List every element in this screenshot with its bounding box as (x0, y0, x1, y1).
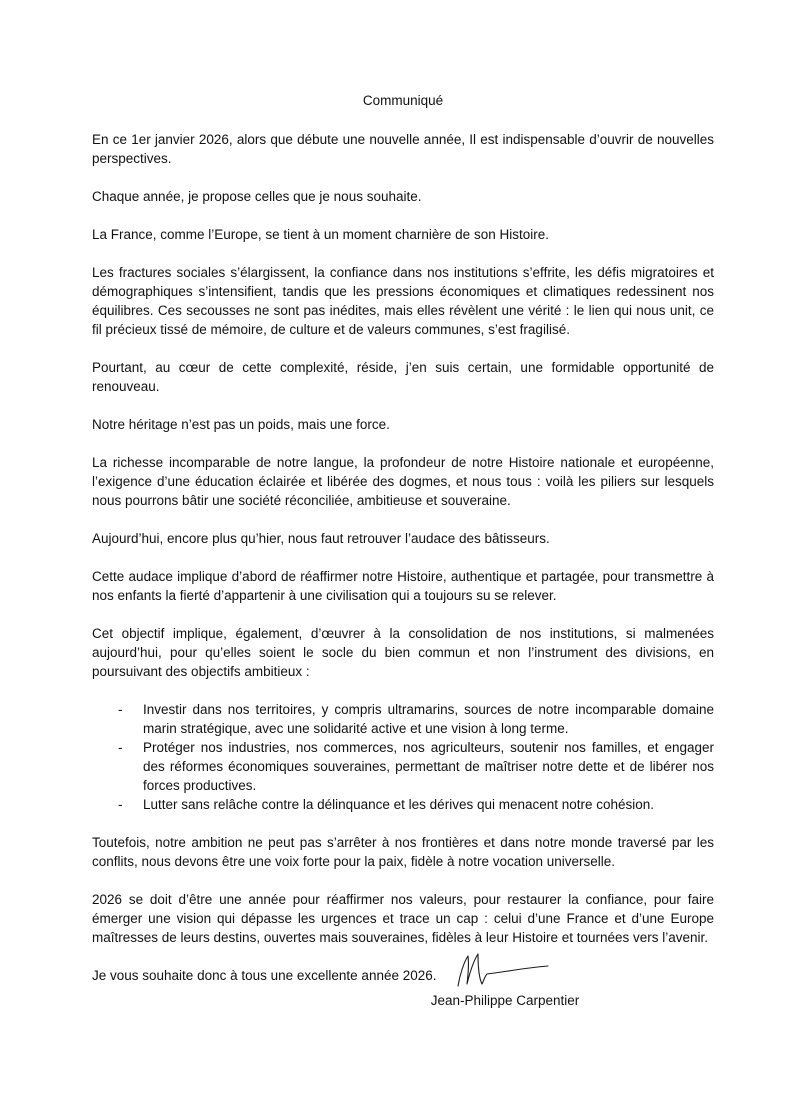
document-title: Communiqué (362, 93, 444, 108)
bullet-dash: - (118, 740, 123, 755)
paragraph-audace: Aujourd’hui, encore plus qu’hier, nous faut retrouver l’audace des bâtisseurs. (92, 531, 550, 546)
paragraph-valeurs: 2026 se doit d’être une année pour réaffirmer nos valeurs, pour restaurer la confiance, pour faire émerger une vision qui dépasse les urgences et trace un cap : celui d’une France et d’une Europe maîtresses de leurs destins, ouvertes mais souveraines, fidèles à leur Histoire et tournées vers l’avenir. (92, 892, 714, 945)
paragraph-heritage: Notre héritage n’est pas un poids, mais une force. (92, 417, 390, 432)
bullet-dash: - (118, 702, 123, 717)
handwritten-signature (454, 950, 550, 990)
list-item (92, 700, 714, 738)
document-body (92, 130, 714, 1004)
paragraph-renouveau: Pourtant, au cœur de cette complexité, réside, j’en suis certain, une formidable opportunité de renouveau. (92, 360, 714, 394)
paragraph-intro: En ce 1er janvier 2026, alors que débute une nouvelle année, Il est indispensable d’ouvrir de nouvelles perspectives. (92, 132, 714, 166)
paragraph-frontieres: Toutefois, notre ambition ne peut pas s’arrêter à nos frontières et dans notre monde traversé par les conflits, nous devons être une voix forte pour la paix, fidèle à notre vocation universelle. (92, 835, 714, 869)
paragraph-richesse: La richesse incomparable de notre langue, la profondeur de notre Histoire nationale et européenne, l’exigence d’une éducation éclairée et libérée des dogmes, et nous tous : voilà les piliers sur lesquels nous pourrons bâtir une société réconciliée, ambitieuse et souveraine. (92, 455, 714, 508)
list-item-text: Protéger nos industries, nos commerces, nos agriculteurs, soutenir nos familles, et engager des réformes économiques souveraines, permettant de maîtriser notre dette et de libérer nos forces productives. (143, 740, 714, 793)
signer-name: Jean-Philippe Carpentier (430, 993, 580, 1008)
paragraph-fractures: Les fractures sociales s’élargissent, la confiance dans nos institutions s’effrite, les défis migratoires et démographiques s’intensifient, tandis que les pressions économiques et climatiques redessinent nos équilibres. Ces secousses ne sont pas inédites, mais elles révèlent une vérité : le lien qui nous unit, ce fil précieux tissé de mémoire, de culture et de valeurs communes, s’est fragilisé. (92, 265, 714, 337)
list-item-text: Lutter sans relâche contre la délinquance et les dérives qui menacent notre cohésion. (143, 797, 655, 812)
objectives-list (92, 700, 714, 814)
bullet-dash: - (118, 797, 123, 812)
list-item-text: Investir dans nos territoires, y compris ultramarins, sources de notre incomparable domaine marin stratégique, avec une solidarité active et une vision à long terme. (143, 702, 714, 736)
paragraph-histoire: Cette audace implique d’abord de réaffirmer notre Histoire, authentique et partagée, pour transmettre à nos enfants la fierté d’appartenir à une civilisation qui a toujours su se relever. (92, 569, 714, 603)
paragraph-voeux: Je vous souhaite donc à tous une excellente année 2026. (92, 968, 437, 983)
list-item (92, 738, 714, 795)
paragraph-wish: Chaque année, je propose celles que je nous souhaite. (92, 189, 422, 204)
list-item (92, 795, 714, 814)
paragraph-france-europe: La France, comme l’Europe, se tient à un moment charnière de son Histoire. (92, 227, 549, 242)
paragraph-objectif: Cet objectif implique, également, d’œuvrer à la consolidation de nos institutions, si malmenées aujourd’hui, pour qu’elles soient le socle du bien commun et non l’instrument des divisions, en poursuivant des objectifs ambitieux : (92, 626, 714, 679)
